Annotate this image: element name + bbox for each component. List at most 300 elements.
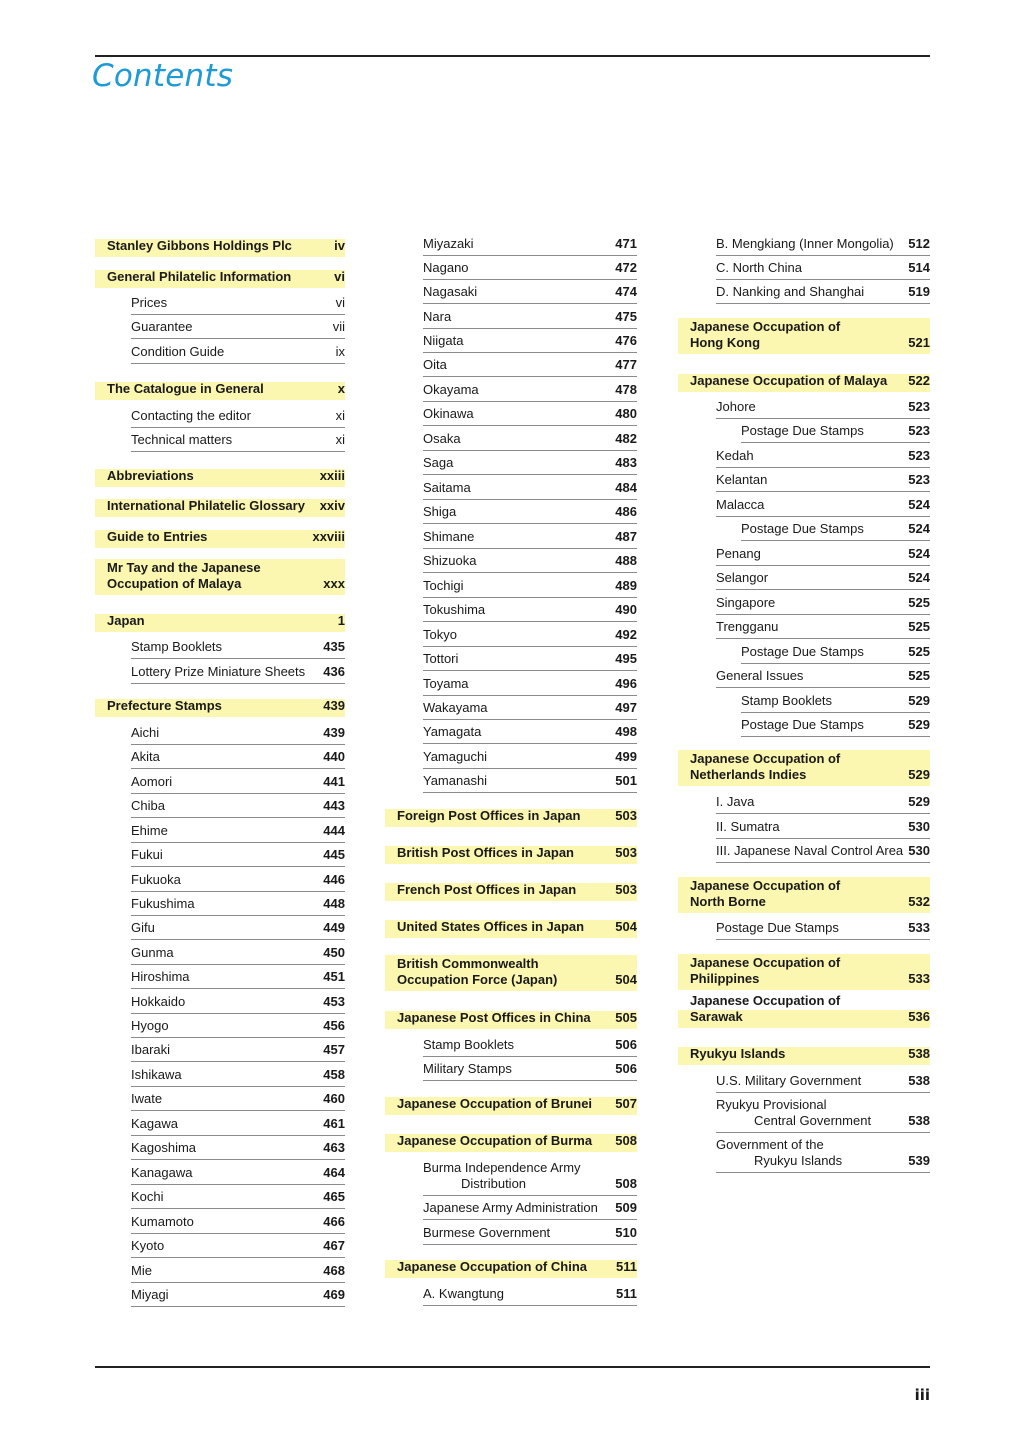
- entry-page-number: 471: [615, 236, 637, 251]
- entry-title: Osaka: [423, 431, 461, 446]
- toc-subentry[interactable]: [741, 516, 930, 541]
- toc-section-entry[interactable]: [678, 750, 930, 786]
- entry-page-number: 443: [323, 798, 345, 813]
- entry-title: [690, 319, 890, 351]
- entry-title-line1: Ryukyu Provisional: [716, 1097, 827, 1112]
- entry-title: Kyoto: [131, 1238, 165, 1253]
- entry-title: Postage Due Stamps: [741, 644, 864, 659]
- entry-page-number: 511: [616, 1286, 637, 1301]
- entry-title: General Issues: [716, 668, 804, 683]
- toc-subentry[interactable]: [423, 401, 637, 426]
- toc-subentry[interactable]: [423, 1195, 637, 1220]
- toc-subentry[interactable]: [716, 279, 930, 304]
- entry-title: [107, 560, 305, 592]
- toc-subentry[interactable]: [423, 622, 637, 647]
- toc-subentry[interactable]: [131, 1086, 345, 1111]
- entry-page-number: 495: [615, 651, 637, 666]
- toc-section-entry[interactable]: [385, 1134, 637, 1152]
- entry-title: Hiroshima: [131, 969, 190, 984]
- entry-page-number: 539: [908, 1153, 930, 1168]
- toc-subentry[interactable]: [716, 663, 930, 688]
- toc-section-entry[interactable]: [385, 1011, 637, 1029]
- entry-page-number: 465: [323, 1189, 345, 1204]
- entry-title: Kagoshima: [131, 1140, 197, 1155]
- toc-section-entry[interactable]: [95, 469, 345, 487]
- entry-title: Tokushima: [423, 602, 486, 617]
- entry-page-number: 506: [615, 1061, 637, 1076]
- toc-subentry[interactable]: [131, 1233, 345, 1258]
- toc-subentry[interactable]: [131, 744, 345, 769]
- toc-subentry[interactable]: [131, 1111, 345, 1136]
- entry-title: Guide to Entries: [107, 529, 208, 544]
- entry-title: Burmese Government: [423, 1225, 551, 1240]
- entry-page-number: xxviii: [312, 529, 345, 544]
- toc-section-entry[interactable]: [385, 809, 637, 827]
- entry-title-line2: Hong Kong: [690, 335, 761, 350]
- toc-section-entry[interactable]: [385, 955, 637, 991]
- entry-title: D. Nanking and Shanghai: [716, 284, 865, 299]
- entry-page-number: 468: [323, 1263, 345, 1278]
- entry-title: Niigata: [423, 333, 464, 348]
- toc-section-entry[interactable]: [95, 382, 345, 400]
- toc-subentry[interactable]: [423, 1157, 637, 1196]
- entry-title: Aichi: [131, 725, 160, 740]
- toc-section-entry[interactable]: [95, 530, 345, 548]
- entry-title: [716, 1097, 890, 1129]
- toc-subentry[interactable]: [423, 548, 637, 573]
- toc-section-entry[interactable]: [95, 270, 345, 288]
- entry-title: Akita: [131, 749, 160, 764]
- entry-title: United States Offices in Japan: [397, 919, 585, 934]
- toc-subentry[interactable]: [716, 1134, 930, 1173]
- toc-section-entry[interactable]: [678, 993, 930, 1028]
- entry-title: Postage Due Stamps: [741, 521, 864, 536]
- entry-page-number: 460: [323, 1091, 345, 1106]
- toc-subentry[interactable]: [423, 377, 637, 402]
- entry-title: Prefecture Stamps: [107, 698, 222, 713]
- entry-page-number: 449: [323, 920, 345, 935]
- entry-page-number: 538: [908, 1073, 930, 1088]
- toc-subentry[interactable]: [716, 467, 930, 492]
- entry-page-number: 522: [908, 373, 930, 388]
- toc-subentry[interactable]: [423, 695, 637, 720]
- entry-page-number: 536: [908, 1009, 930, 1024]
- toc-subentry[interactable]: [131, 915, 345, 940]
- entry-page-number: 451: [323, 969, 345, 984]
- toc-subentry[interactable]: [716, 541, 930, 566]
- entry-page-number: 524: [908, 497, 930, 512]
- entry-title-line2: Philippines: [690, 971, 760, 986]
- entry-page-number: 507: [615, 1096, 637, 1111]
- entry-page-number: 489: [615, 578, 637, 593]
- toc-subentry[interactable]: [131, 793, 345, 818]
- entry-title: Lottery Prize Miniature Sheets: [131, 664, 306, 679]
- entry-title-line1: Japanese Occupation of: [690, 878, 841, 893]
- toc-subentry[interactable]: [716, 838, 930, 863]
- page-number: iii: [914, 1386, 930, 1404]
- entry-title: Saga: [423, 455, 454, 470]
- entry-title: Ryukyu Islands: [690, 1046, 786, 1061]
- entry-title: II. Sumatra: [716, 819, 780, 834]
- toc-subentry[interactable]: [741, 418, 930, 443]
- entry-title: B. Mengkiang (Inner Mongolia): [716, 236, 894, 251]
- entry-title: Postage Due Stamps: [716, 920, 839, 935]
- toc-section-entry[interactable]: [678, 954, 930, 990]
- toc-subentry[interactable]: [716, 565, 930, 590]
- entry-title: Aomori: [131, 774, 173, 789]
- entry-page-number: 525: [908, 668, 930, 683]
- toc-subentry[interactable]: [423, 1032, 637, 1057]
- entry-page-number: 490: [615, 602, 637, 617]
- toc-subentry[interactable]: [131, 1160, 345, 1185]
- entry-page-number: 466: [323, 1214, 345, 1229]
- toc-subentry[interactable]: [131, 842, 345, 867]
- entry-page-number: 484: [615, 480, 637, 495]
- entry-page-number: 497: [615, 700, 637, 715]
- toc-section-entry[interactable]: [95, 499, 345, 517]
- entry-page-number: xxiii: [319, 468, 345, 483]
- top-rule: [95, 55, 930, 57]
- toc-subentry[interactable]: [131, 659, 345, 684]
- toc-subentry[interactable]: [423, 524, 637, 549]
- entry-title: Stamp Booklets: [423, 1037, 515, 1052]
- entry-page-number: 472: [615, 260, 637, 275]
- toc-subentry[interactable]: [716, 492, 930, 517]
- toc-subentry[interactable]: [131, 891, 345, 916]
- entry-page-number: 474: [615, 284, 637, 299]
- entry-page-number: 530: [908, 819, 930, 834]
- entry-title: Toyama: [423, 676, 469, 691]
- entry-title: Tokyo: [423, 627, 457, 642]
- entry-page-number: 524: [908, 570, 930, 585]
- toc-subentry[interactable]: [423, 499, 637, 524]
- entry-page-number: 436: [323, 664, 345, 679]
- entry-page-number: 477: [615, 357, 637, 372]
- entry-title: French Post Offices in Japan: [397, 882, 577, 897]
- entry-title: Stamp Booklets: [131, 639, 223, 654]
- page-title: Contents: [92, 58, 234, 94]
- entry-title: Prices: [131, 295, 168, 310]
- entry-page-number: 456: [323, 1018, 345, 1033]
- entry-page-number: 480: [615, 406, 637, 421]
- entry-title: Hyogo: [131, 1018, 169, 1033]
- entry-title: Kanagawa: [131, 1165, 193, 1180]
- entry-page-number: 523: [908, 399, 930, 414]
- entry-title: Trengganu: [716, 619, 779, 634]
- toc-section-entry[interactable]: [385, 920, 637, 938]
- entry-page-number: vi: [335, 295, 345, 310]
- entry-page-number: 521: [908, 335, 930, 350]
- entry-title: Miyazaki: [423, 236, 474, 251]
- toc-subentry[interactable]: [423, 1220, 637, 1245]
- toc-section-entry[interactable]: [678, 1047, 930, 1065]
- entry-title: The Catalogue in General: [107, 381, 264, 396]
- toc-subentry[interactable]: [131, 1282, 345, 1307]
- entry-title-line1: Japanese Occupation of: [690, 955, 841, 970]
- toc-subentry[interactable]: [131, 314, 345, 339]
- toc-subentry[interactable]: [131, 867, 345, 892]
- entry-title: Japanese Occupation of China: [397, 1259, 587, 1274]
- entry-page-number: 529: [908, 693, 930, 708]
- entry-title: Abbreviations: [107, 468, 194, 483]
- entry-title: [690, 878, 890, 910]
- toc-section-entry[interactable]: [678, 877, 930, 913]
- toc-subentry[interactable]: [131, 1258, 345, 1283]
- toc-subentry[interactable]: [741, 639, 930, 664]
- entry-title: Yamaguchi: [423, 749, 488, 764]
- entry-page-number: vii: [332, 319, 345, 334]
- entry-title: Kagawa: [131, 1116, 178, 1131]
- entry-page-number: ix: [335, 344, 345, 359]
- entry-title-line2: North Borne: [690, 894, 766, 909]
- toc-section-entry[interactable]: [385, 1260, 637, 1278]
- entry-page-number: 499: [615, 749, 637, 764]
- entry-title: III. Japanese Naval Control Area: [716, 843, 904, 858]
- entry-title: Postage Due Stamps: [741, 717, 864, 732]
- entry-title-line1: Japanese Occupation of: [690, 319, 841, 334]
- toc-subentry[interactable]: [131, 403, 345, 428]
- toc-subentry[interactable]: [716, 614, 930, 639]
- toc-subentry[interactable]: [131, 769, 345, 794]
- entry-page-number: 467: [323, 1238, 345, 1253]
- entry-title: Yamanashi: [423, 773, 488, 788]
- entry-title-line2: Netherlands Indies: [690, 767, 807, 782]
- toc-subentry[interactable]: [716, 443, 930, 468]
- entry-page-number: 529: [908, 717, 930, 732]
- entry-page-number: 504: [615, 919, 637, 934]
- toc-subentry[interactable]: [423, 255, 637, 280]
- toc-subentry[interactable]: [131, 290, 345, 315]
- entry-title: [397, 956, 597, 988]
- entry-title-line2: Ryukyu Islands: [754, 1153, 843, 1168]
- toc-subentry[interactable]: [716, 1068, 930, 1093]
- toc-subentry[interactable]: [716, 789, 930, 814]
- entry-title: Kelantan: [716, 472, 768, 487]
- entry-page-number: 482: [615, 431, 637, 446]
- entry-page-number: 530: [908, 843, 930, 858]
- entry-page-number: 488: [615, 553, 637, 568]
- entry-page-number: 506: [615, 1037, 637, 1052]
- toc-subentry[interactable]: [131, 1135, 345, 1160]
- entry-page-number: 450: [323, 945, 345, 960]
- bottom-rule: [95, 1366, 930, 1368]
- entry-page-number: 461: [323, 1116, 345, 1131]
- toc-subentry[interactable]: [131, 339, 345, 364]
- entry-title: Ishikawa: [131, 1067, 182, 1082]
- entry-page-number: 525: [908, 644, 930, 659]
- entry-title: Chiba: [131, 798, 165, 813]
- toc-subentry[interactable]: [131, 1209, 345, 1234]
- entry-page-number: 483: [615, 455, 637, 470]
- entry-title-line2: Distribution: [461, 1176, 527, 1191]
- entry-page-number: 523: [908, 472, 930, 487]
- entry-title: International Philatelic Glossary: [107, 498, 305, 513]
- toc-subentry[interactable]: [131, 427, 345, 452]
- toc-subentry[interactable]: [423, 352, 637, 377]
- entry-title: Selangor: [716, 570, 769, 585]
- toc-subentry[interactable]: [423, 597, 637, 622]
- entry-title-line1: British Commonwealth: [397, 956, 539, 971]
- entry-page-number: 501: [615, 773, 637, 788]
- toc-subentry[interactable]: [716, 255, 930, 280]
- entry-title: Gifu: [131, 920, 155, 935]
- toc-subentry[interactable]: [716, 915, 930, 940]
- entry-page-number: 525: [908, 619, 930, 634]
- entry-page-number: 505: [615, 1010, 637, 1025]
- toc-subentry[interactable]: [423, 426, 637, 451]
- toc-section-entry[interactable]: [678, 374, 930, 392]
- entry-title: Okayama: [423, 382, 479, 397]
- entry-page-number: 529: [908, 794, 930, 809]
- entry-page-number: 492: [615, 627, 637, 642]
- entry-title: Condition Guide: [131, 344, 225, 359]
- toc-subentry[interactable]: [131, 1013, 345, 1038]
- toc-subentry[interactable]: [423, 475, 637, 500]
- entry-page-number: 444: [323, 823, 345, 838]
- entry-page-number: 510: [615, 1225, 637, 1240]
- toc-section-entry[interactable]: [95, 614, 345, 632]
- toc-subentry[interactable]: [423, 719, 637, 744]
- entry-page-number: 487: [615, 529, 637, 544]
- toc-section-entry[interactable]: [95, 559, 345, 595]
- entry-title: Stanley Gibbons Holdings Plc: [107, 238, 292, 253]
- entry-page-number: 538: [908, 1113, 930, 1128]
- entry-page-number: 509: [615, 1200, 637, 1215]
- entry-page-number: 504: [615, 972, 637, 987]
- entry-title: [690, 751, 890, 783]
- toc-subentry[interactable]: [716, 590, 930, 615]
- toc-subentry[interactable]: [131, 720, 345, 745]
- entry-page-number: 524: [908, 546, 930, 561]
- entry-page-number: 524: [908, 521, 930, 536]
- entry-title: Ehime: [131, 823, 168, 838]
- entry-page-number: 457: [323, 1042, 345, 1057]
- entry-page-number: 532: [908, 894, 930, 909]
- toc-subentry[interactable]: [423, 304, 637, 329]
- entry-page-number: xxiv: [319, 498, 345, 513]
- entry-page-number: 508: [615, 1176, 637, 1191]
- entry-page-number: 448: [323, 896, 345, 911]
- toc-subentry[interactable]: [423, 279, 637, 304]
- toc-subentry[interactable]: [423, 573, 637, 598]
- toc-section-entry[interactable]: [95, 239, 345, 257]
- entry-title: Japanese Post Offices in China: [397, 1010, 591, 1025]
- toc-section-entry[interactable]: [385, 1097, 637, 1115]
- toc-subentry[interactable]: [741, 688, 930, 713]
- toc-subentry[interactable]: [423, 646, 637, 671]
- entry-page-number: 478: [615, 382, 637, 397]
- entry-title: Kumamoto: [131, 1214, 194, 1229]
- entry-page-number: 463: [323, 1140, 345, 1155]
- toc-subentry[interactable]: [131, 964, 345, 989]
- entry-page-number: 435: [323, 639, 345, 654]
- entry-page-number: vi: [334, 269, 345, 284]
- toc-section-entry[interactable]: [385, 846, 637, 864]
- entry-page-number: 496: [615, 676, 637, 691]
- entry-title: Iwate: [131, 1091, 163, 1106]
- entry-page-number: 441: [323, 774, 345, 789]
- toc-subentry[interactable]: [131, 989, 345, 1014]
- entry-page-number: 475: [615, 309, 637, 324]
- entry-title: Japan: [107, 613, 145, 628]
- toc-subentry[interactable]: [423, 450, 637, 475]
- entry-title: Gunma: [131, 945, 174, 960]
- toc-subentry[interactable]: [423, 1281, 637, 1306]
- toc-subentry[interactable]: [716, 394, 930, 419]
- toc-section-entry[interactable]: [385, 883, 637, 901]
- entry-title: Saitama: [423, 480, 471, 495]
- entry-title: Shimane: [423, 529, 475, 544]
- entry-title: British Post Offices in Japan: [397, 845, 574, 860]
- toc-subentry[interactable]: [423, 744, 637, 769]
- entry-title: I. Java: [716, 794, 755, 809]
- toc-subentry[interactable]: [131, 940, 345, 965]
- entry-page-number: 503: [615, 808, 637, 823]
- entry-title: Technical matters: [131, 432, 233, 447]
- toc-subentry[interactable]: [131, 634, 345, 659]
- entry-page-number: 525: [908, 595, 930, 610]
- entry-title: Okinawa: [423, 406, 474, 421]
- entry-page-number: 533: [908, 920, 930, 935]
- entry-title: Shiga: [423, 504, 457, 519]
- entry-title: Postage Due Stamps: [741, 423, 864, 438]
- toc-subentry[interactable]: [131, 1184, 345, 1209]
- toc-subentry[interactable]: [716, 814, 930, 839]
- entry-page-number: 503: [615, 882, 637, 897]
- toc-section-entry[interactable]: [678, 318, 930, 354]
- toc-subentry[interactable]: [423, 231, 637, 256]
- entry-page-number: 439: [323, 698, 345, 713]
- entry-page-number: 508: [615, 1133, 637, 1148]
- toc-subentry[interactable]: [131, 1062, 345, 1087]
- toc-subentry[interactable]: [131, 818, 345, 843]
- entry-title: Guarantee: [131, 319, 193, 334]
- entry-title: Nara: [423, 309, 452, 324]
- toc-section-entry[interactable]: [95, 699, 345, 717]
- entry-title: Shizuoka: [423, 553, 477, 568]
- toc-subentry[interactable]: [423, 328, 637, 353]
- entry-title-line2: Central Government: [754, 1113, 872, 1128]
- entry-title: Malacca: [716, 497, 765, 512]
- toc-subentry[interactable]: [423, 671, 637, 696]
- entry-page-number: 514: [908, 260, 930, 275]
- toc-subentry[interactable]: [423, 768, 637, 793]
- entry-title: Japanese Occupation of Burma: [397, 1133, 593, 1148]
- entry-title-line2: Occupation of Malaya: [107, 576, 242, 591]
- entry-title: [690, 955, 890, 987]
- entry-page-number: 440: [323, 749, 345, 764]
- toc-subentry[interactable]: [716, 231, 930, 256]
- toc-subentry[interactable]: [716, 1094, 930, 1133]
- toc-subentry[interactable]: [741, 712, 930, 737]
- entry-page-number: 503: [615, 845, 637, 860]
- toc-subentry[interactable]: [423, 1056, 637, 1081]
- entry-page-number: xi: [335, 432, 345, 447]
- entry-title: Japanese Occupation of Sarawak: [690, 993, 841, 1024]
- entry-page-number: 464: [323, 1165, 345, 1180]
- entry-title: Hokkaido: [131, 994, 186, 1009]
- entry-title: Johore: [716, 399, 756, 414]
- entry-page-number: 512: [908, 236, 930, 251]
- entry-page-number: 445: [323, 847, 345, 862]
- toc-subentry[interactable]: [131, 1037, 345, 1062]
- entry-title: Kochi: [131, 1189, 164, 1204]
- entry-page-number: 533: [908, 971, 930, 986]
- entry-title: Fukui: [131, 847, 163, 862]
- entry-page-number: 511: [616, 1259, 637, 1274]
- entry-title-line2: Occupation Force (Japan): [397, 972, 558, 987]
- entry-title: A. Kwangtung: [423, 1286, 504, 1301]
